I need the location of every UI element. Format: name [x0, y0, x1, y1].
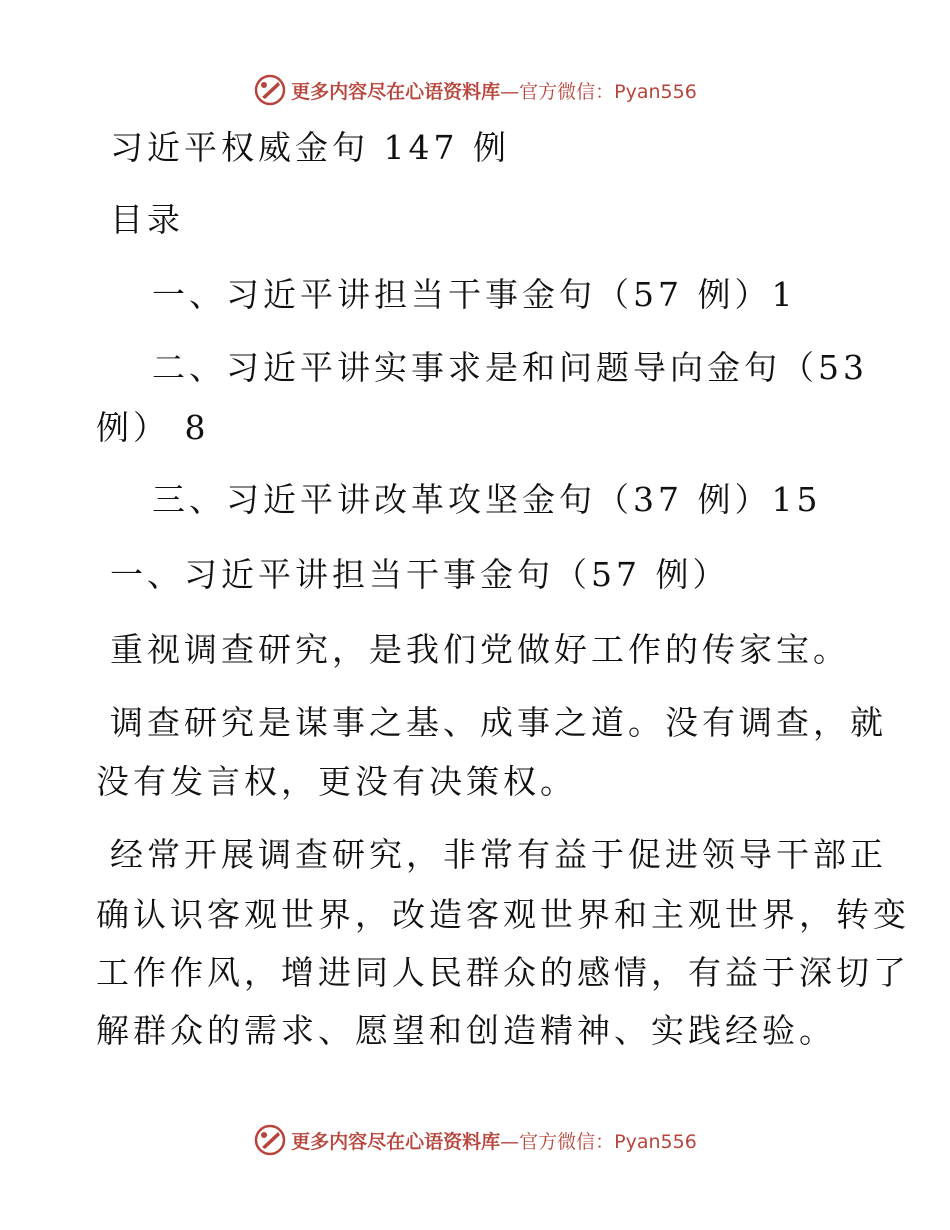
toc-item: 一、习近平讲担当干事金句（57 例）1 — [152, 275, 797, 314]
paragraph-line: 确认识客观世界，改造客观世界和主观世界，转变 — [96, 895, 910, 934]
toc-item-continuation: 例） 8 — [96, 408, 210, 447]
banner-brand-text: 更多内容尽在心语资料库 — [291, 1130, 501, 1153]
paragraph-line: 调查研究是谋事之基、成事之道。没有调查，就 — [110, 703, 887, 742]
section-heading: 一、习近平讲担当干事金句（57 例） — [110, 555, 730, 594]
toc-item: 二、习近平讲实事求是和问题导向金句（53 — [152, 348, 868, 387]
document-title: 习近平权威金句 147 例 — [110, 128, 510, 167]
banner-brand-text: 更多内容尽在心语资料库 — [291, 80, 501, 103]
logo-icon — [253, 73, 287, 107]
toc-item: 三、习近平讲改革攻坚金句（37 例）15 — [152, 480, 822, 519]
paragraph-line: 没有发言权，更没有决策权。 — [96, 762, 577, 801]
banner-wechat-text: —官方微信：Pyan556 — [500, 1130, 697, 1153]
header-banner — [0, 70, 950, 110]
paragraph-line: 经常开展调查研究，非常有益于促进领导干部正 — [110, 835, 887, 874]
toc-heading: 目录 — [110, 200, 184, 239]
logo-icon — [253, 1123, 287, 1157]
paragraph-line: 重视调查研究，是我们党做好工作的传家宝。 — [110, 630, 850, 669]
banner-wechat-text: —官方微信：Pyan556 — [500, 80, 697, 103]
paragraph-line: 工作作风，增进同人民群众的感情，有益于深切了 — [96, 953, 910, 992]
footer-banner — [0, 1120, 950, 1160]
paragraph-line: 解群众的需求、愿望和创造精神、实践经验。 — [96, 1011, 836, 1050]
